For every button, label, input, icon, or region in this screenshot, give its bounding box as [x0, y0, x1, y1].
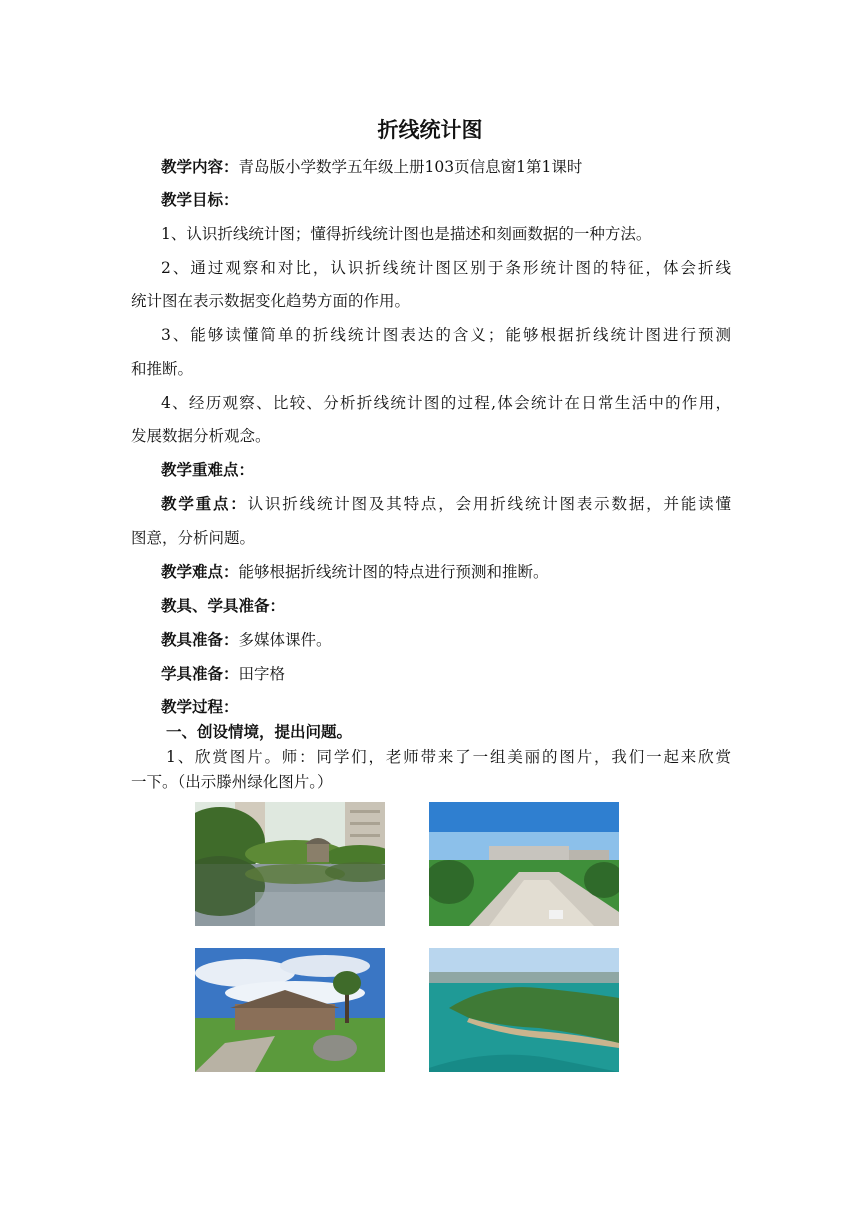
building-photo-image — [195, 948, 385, 1072]
key-text: 认识折线统计图及其特点，会用折线统计图表示数据，并能读懂 — [247, 495, 731, 513]
difficulty-label: 教学难点： — [161, 563, 239, 581]
section-1-heading: 一、创设情境，提出问题。 — [166, 723, 353, 741]
difficulty-line — [161, 562, 731, 582]
page-title: 折线统计图 — [377, 118, 483, 142]
content-label: 教学内容： — [161, 158, 239, 176]
goal-4-line-1: 4、经历观察、比较、分析折线统计图的过程,体会统计在日常生活中的作用， — [161, 394, 731, 412]
teacher-tools-line — [161, 630, 731, 650]
coast-photo — [429, 948, 619, 1072]
teacher-tools-text: 多媒体课件。 — [238, 631, 332, 649]
coast-photo-image — [429, 948, 619, 1072]
plaza-photo — [429, 802, 619, 926]
pond-photo-image — [195, 802, 385, 926]
plaza-photo-image — [429, 802, 619, 926]
key-heading: 教学重难点： — [161, 461, 255, 479]
student-tools-label: 学具准备： — [161, 665, 239, 683]
goal-3-line-1: 3、能够读懂简单的折线统计图表达的含义；能够根据折线统计图进行预测 — [161, 326, 731, 344]
goal-4-line-2: 发展数据分析观念。 — [131, 427, 271, 445]
step-1-line-1: 1、欣赏图片。师：同学们，老师带来了一组美丽的图片，我们一起来欣赏 — [166, 748, 731, 766]
student-tools-line — [161, 664, 731, 684]
content-text: 青岛版小学数学五年级上册103页信息窗1第1课时 — [238, 158, 583, 176]
goal-2-line-1: 2、通过观察和对比，认识折线统计图区别于条形统计图的特征，体会折线 — [161, 259, 731, 277]
goal-3-line-2: 和推断。 — [131, 360, 194, 378]
teacher-tools-label: 教具准备： — [161, 631, 239, 649]
key-label: 教学重点： — [161, 495, 248, 513]
process-heading: 教学过程： — [161, 698, 239, 716]
building-photo — [195, 948, 385, 1072]
goals-heading: 教学目标： — [161, 191, 239, 209]
student-tools-text: 田字格 — [238, 665, 286, 683]
step-1-line-2: 一下。（出示滕州绿化图片。） — [131, 773, 333, 791]
goal-2-line-2: 统计图在表示数据变化趋势方面的作用。 — [131, 292, 411, 310]
key-line-1 — [161, 494, 731, 514]
goal-1: 1、认识折线统计图；懂得折线统计图也是描述和刻画数据的一种方法。 — [161, 225, 652, 243]
content-line — [161, 157, 731, 177]
key-line-2: 图意，分析问题。 — [131, 529, 256, 547]
difficulty-text: 能够根据折线统计图的特点进行预测和推断。 — [238, 563, 549, 581]
pond-photo — [195, 802, 385, 926]
tools-heading: 教具、学具准备： — [161, 597, 286, 615]
